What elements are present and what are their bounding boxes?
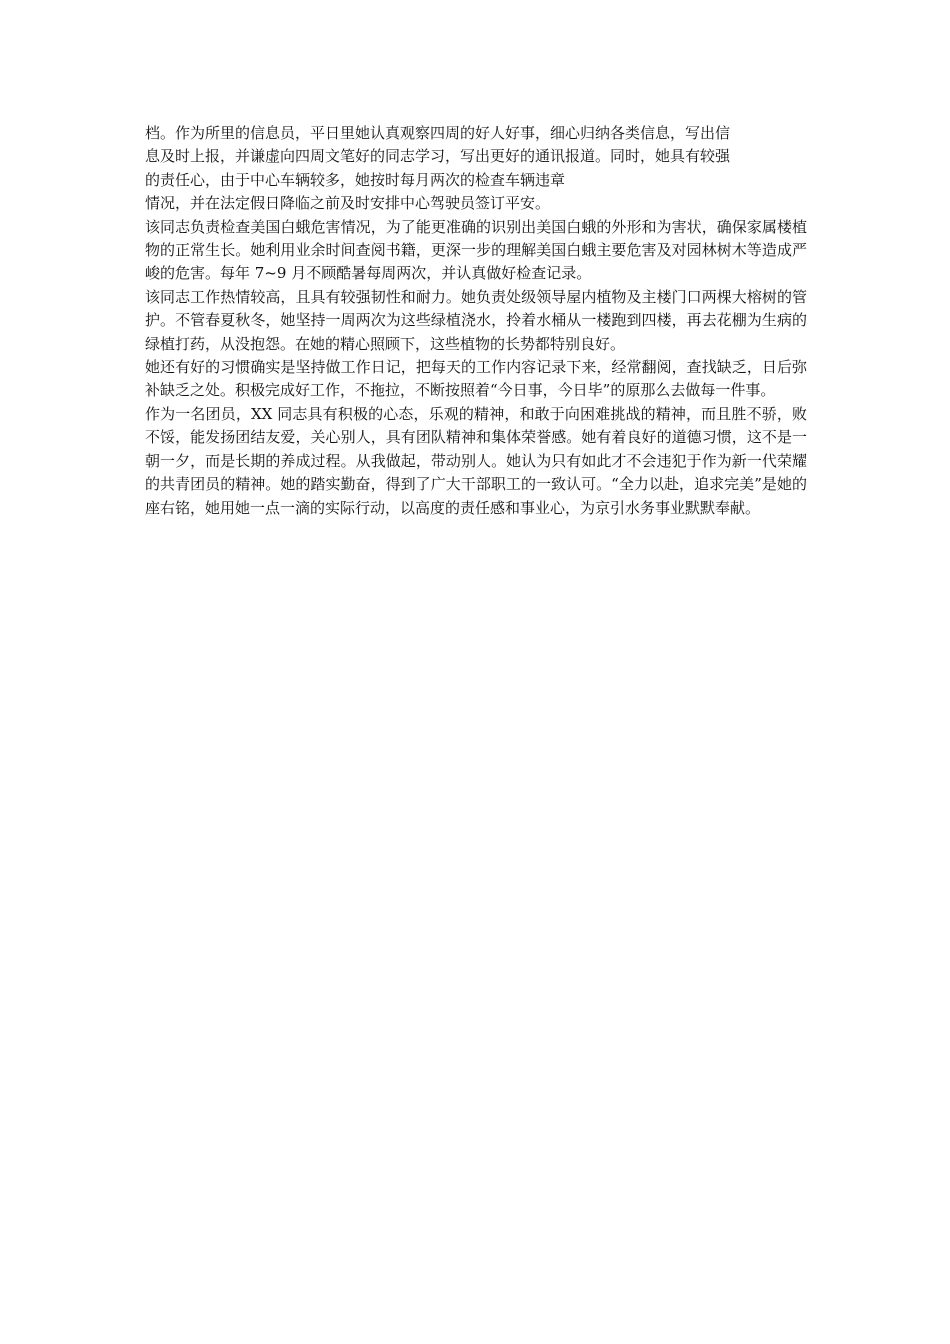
paragraph-1-line-4: 情况，并在法定假日降临之前及时安排中心驾驶员签订平安。 — [145, 194, 551, 213]
paragraph-1-line-3: 的责任心，由于中心车辆较多，她按时每月两次的检查车辆违章 — [145, 170, 566, 189]
paragraph-1-line-2: 息及时上报，并谦虚向四周文笔好的同志学习，写出更好的通讯报道。同时，她具有较强 — [145, 147, 731, 166]
paragraph-3: 该同志工作热情较高，且具有较强韧性和耐力。她负责处级领导屋内植物及主楼门口两棵大榕树的管护。不管春夏秋冬，她坚持一周两次为这些绿植浇水，拎着水桶从一楼跑到四楼，再去花棚为生病的绿植打药，从没抱怨。在她的精心照顾下，这些植物的长势都特别良好。 — [145, 287, 807, 353]
paragraph-1-line-1: 档。作为所里的信息员，平日里她认真观察四周的好人好事，细心归纳各类信息，写出信 — [145, 124, 731, 142]
paragraph-1 — [145, 122, 807, 216]
document-body — [145, 122, 807, 520]
paragraph-5: 作为一名团员，XX 同志具有积极的心态，乐观的精神，和敢于向困难挑战的精神，而且胜不骄，败不馁，能发扬团结友爱，关心别人，具有团队精神和集体荣誉感。她有着良好的道德习惯，这不是一朝一夕，而是长期的养成过程。从我做起，带动别人。她认为只有如此才不会违犯于作为新一代荣耀的共青团员的精神。她的踏实勤奋，得到了广大干部职工的一致认可。“全力以赴，追求完美”是她的座右铭，她用她一点一滴的实际行动，以高度的责任感和事业心，为京引水务事业默默奉献。 — [145, 404, 807, 517]
paragraph-2: 该同志负责检查美国白蛾危害情况，为了能更准确的识别出美国白蛾的外形和为害状，确保家属楼植物的正常生长。她利用业余时间查阅书籍，更深一步的理解美国白蛾主要危害及对园林树木等造成严峻的危害。每年 7~9 月不顾酷暑每周两次，并认真做好检查记录。 — [145, 217, 807, 283]
paragraph-4: 她还有好的习惯确实是坚持做工作日记，把每天的工作内容记录下来，经常翻阅，查找缺乏，日后弥补缺乏之处。积极完成好工作，不拖拉，不断按照着“今日事，今日毕”的原那么去做每一件事。 — [145, 358, 807, 400]
